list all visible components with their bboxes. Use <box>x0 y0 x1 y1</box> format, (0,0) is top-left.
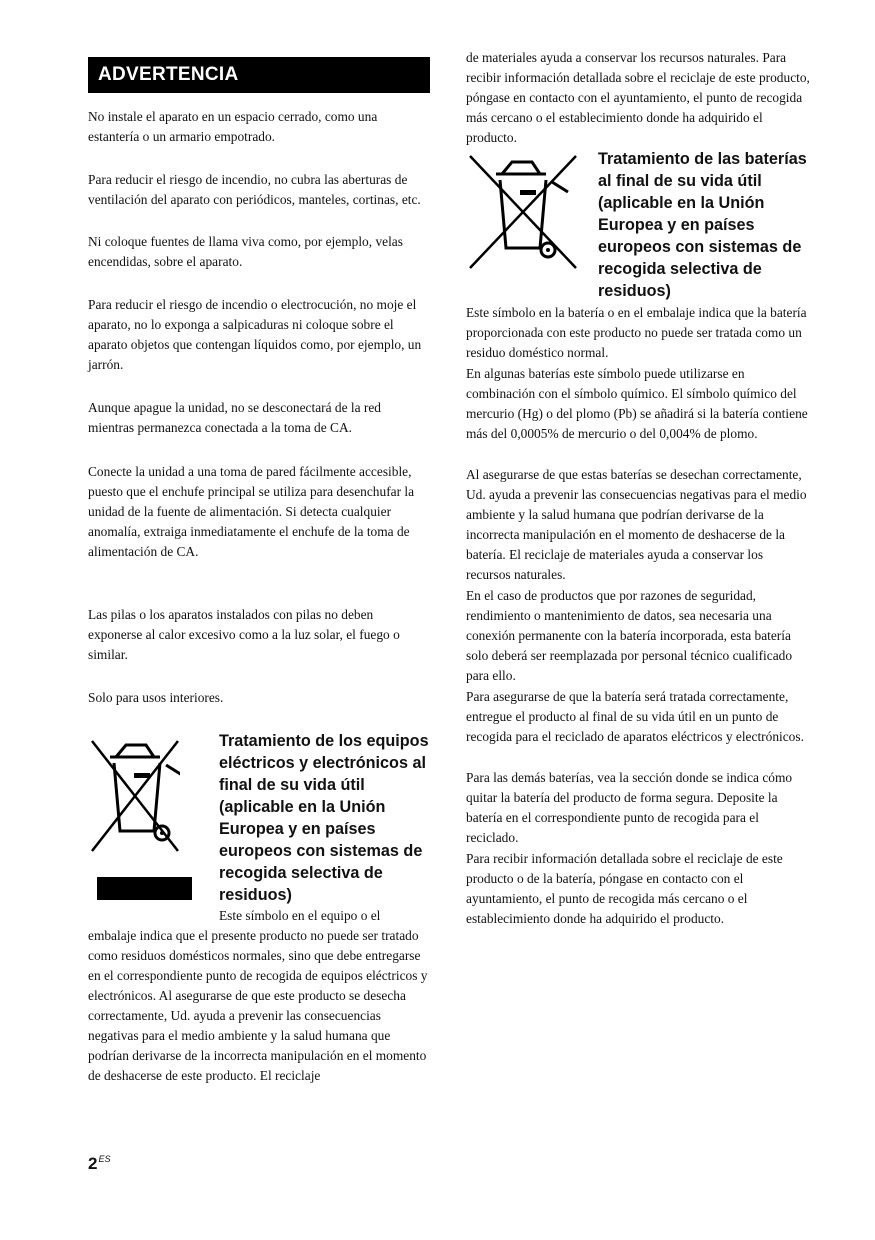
weee-body-continuation: de materiales ayuda a conservar los recursos naturales. Para recibir información detallada sobre el reciclaje de este producto, póngase en contacto con el ayuntamiento, el punto de recogida más cercano o el establecimiento donde ha adquirido el producto. <box>466 50 810 145</box>
page-language-suffix: ES <box>98 1154 111 1164</box>
warning-paragraph: Conecte la unidad a una toma de pared fácilmente accesible, puesto que el enchufe principal se utiliza para desenchufar la unidad de la fuente de alimentación. Si detecta cualquier anomalía, extraiga inmediatamente el enchufe de la toma de alimentación de CA. <box>88 464 415 559</box>
battery-paragraph: Este símbolo en la batería o en el embalaje indica que la batería proporcionada con este producto no puede ser tratada como un residuo doméstico normal. <box>466 305 807 360</box>
battery-paragraph: Para asegurarse de que la batería será tratada correctamente, entregue el producto al final de su vida útil en un punto de recogida para el reciclado de aparatos eléctricos y electrónicos. <box>466 689 804 744</box>
page-number-value: 2 <box>88 1154 98 1173</box>
battery-paragraph: Para las demás baterías, vea la sección donde se indica cómo quitar la batería del producto de forma segura. Deposite la batería en el correspondiente punto de recogida para el reciclado. <box>466 770 793 845</box>
battery-paragraph: Al asegurarse de que estas baterías se desechan correctamente, Ud. ayuda a prevenir las consecuencias negativas para el medio ambiente y la salud humana que podrían derivarse de la incorrecta manipulación en el momento de deshacerse de la batería. El reciclaje de materiales ayuda a conservar los recursos naturales. <box>466 467 807 582</box>
battery-paragraph: En el caso de productos que por razones de seguridad, rendimiento o mantenimiento de datos, sea necesaria una conexión permanente con la batería incorporada, esta batería solo deberá ser reemplazada por personal técnico cualificado para ello. <box>466 588 793 683</box>
warning-paragraph: Para reducir el riesgo de incendio o electrocución, no moje el aparato, no lo exponga a salpicaduras ni coloque sobre el aparato objetos que contengan líquidos como, por ejemplo, un jarrón. <box>88 297 422 372</box>
warning-paragraph: Ni coloque fuentes de llama viva como, por ejemplo, velas encendidas, sobre el aparato. <box>88 234 403 269</box>
weee-heading: Tratamiento de los equipos eléctricos y electrónicos al final de su vida útil (aplicable en la Unión Europea y en países europeos con sistemas de recogida selectiva de residuos) <box>219 732 429 904</box>
battery-heading: Tratamiento de las baterías al final de su vida útil (aplicable en la Unión Europea y en países europeos con sistemas de recogida selectiva de residuos) <box>598 150 807 300</box>
crossed-out-wheelie-bin-icon <box>88 735 180 855</box>
crossed-out-wheelie-bin-icon <box>466 152 578 272</box>
separately-collected-bar <box>97 877 192 900</box>
battery-paragraph: Para recibir información detallada sobre el reciclaje de este producto o de la batería, póngase en contacto con el ayuntamiento, el punto de recogida más cercano o el establecimiento donde ha adquirido el producto. <box>466 851 783 926</box>
page-number <box>88 1154 110 1174</box>
weee-body: Este símbolo en el equipo o el embalaje indica que el presente producto no puede ser tratado como residuos domésticos normales, sino que debe entregarse en el correspondiente punto de recogida de equipos eléctricos y electrónicos. Al asegurarse de que este producto se desecha correctamente, Ud. ayuda a prevenir las consecuencias negativas para el medio ambiente y la salud humana que podrían derivarse de la incorrecta manipulación en el momento de deshacerse de este producto. El reciclaje <box>88 908 428 1083</box>
warning-paragraph: Las pilas o los aparatos instalados con pilas no deben exponerse al calor excesivo como a la luz solar, el fuego o similar. <box>88 607 400 662</box>
battery-paragraph: En algunas baterías este símbolo puede utilizarse en combinación con el símbolo químico. El símbolo químico del mercurio (Hg) o del plomo (Pb) se añadirá si la batería contiene más del 0,0005% de mercurio o del 0,004% de plomo. <box>466 366 808 441</box>
warning-banner: ADVERTENCIA <box>88 57 430 93</box>
warning-paragraph: No instale el aparato en un espacio cerrado, como una estantería o un armario empotrado. <box>88 109 378 144</box>
warning-paragraph: Solo para usos interiores. <box>88 690 224 705</box>
warning-paragraph: Para reducir el riesgo de incendio, no cubra las aberturas de ventilación del aparato con periódicos, manteles, cortinas, etc. <box>88 172 421 207</box>
warning-paragraph: Aunque apague la unidad, no se desconectará de la red mientras permanezca conectada a la toma de CA. <box>88 400 381 435</box>
